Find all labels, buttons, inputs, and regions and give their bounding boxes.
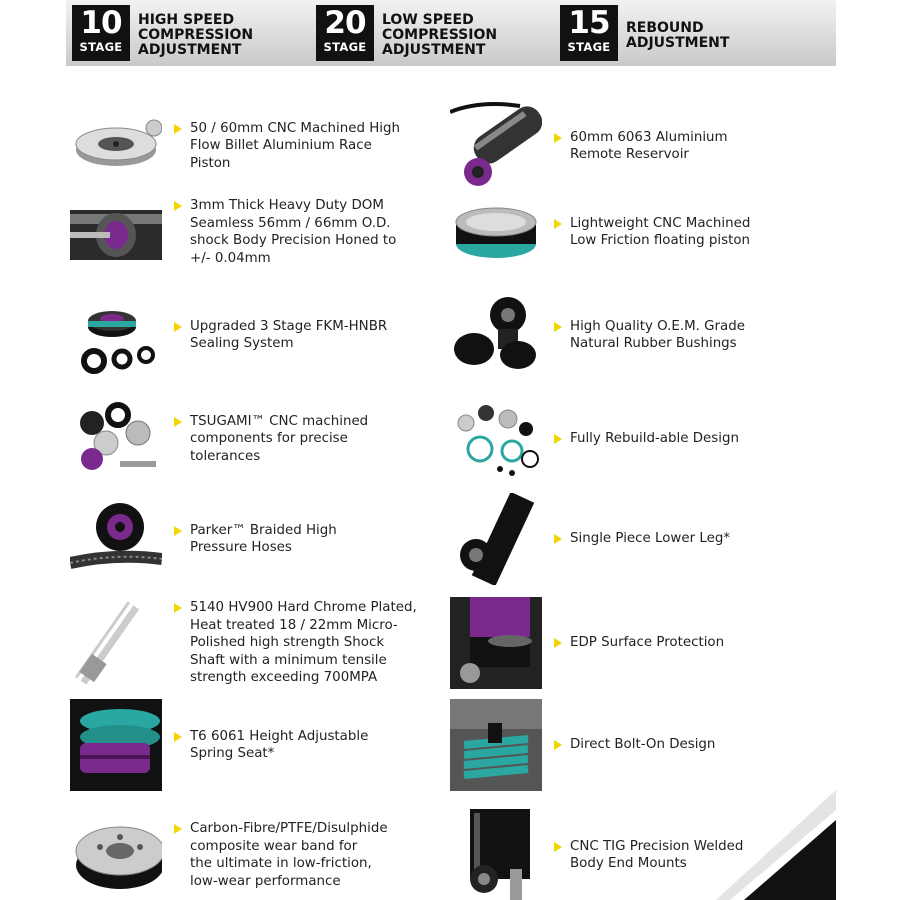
feature-text-line: low-wear performance [190, 873, 341, 889]
feature-text [190, 522, 426, 557]
bullet-arrow-icon [554, 842, 562, 852]
stage-label [138, 13, 308, 58]
feature-text-line: Lightweight CNC Machined [570, 215, 751, 231]
stage-label-line: COMPRESSION [382, 27, 498, 43]
stage-label [382, 13, 552, 58]
spring-seat-icon [70, 699, 162, 791]
stage-header [66, 0, 836, 66]
feature-text [570, 530, 806, 548]
stage-number: 20 [324, 5, 366, 41]
stage-label-line: HIGH SPEED [138, 12, 235, 28]
corner-stripe-decoration [716, 790, 836, 900]
cnc-components-icon [70, 393, 162, 485]
feature-text-line: Parker™ Braided High [190, 522, 337, 538]
stage-badge [560, 5, 618, 61]
feature-item [70, 186, 440, 282]
feature-text-line: +/- 0.04mm [190, 250, 271, 266]
stage-label-line: REBOUND [626, 20, 704, 36]
body-end-mount-icon [450, 809, 542, 900]
feature-text-line: CNC TIG Precision Welded [570, 838, 744, 854]
feature-text [190, 413, 426, 466]
feature-item [450, 100, 820, 196]
bullet-arrow-icon [174, 824, 182, 834]
rebuild-kit-icon [450, 393, 542, 485]
wear-band-icon [70, 809, 162, 900]
feature-text-line: Fully Rebuild-able Design [570, 431, 739, 447]
feature-item [450, 393, 820, 489]
braided-hose-icon [70, 493, 162, 585]
feature-text [190, 197, 426, 267]
bullet-arrow-icon [554, 740, 562, 750]
feature-text-line: components for precise [190, 431, 348, 447]
feature-text-line: Remote Reservoir [570, 147, 689, 162]
feature-text-line: Spring Seat* [190, 746, 275, 761]
stage-word: STAGE [323, 40, 367, 54]
bullet-arrow-icon [554, 434, 562, 444]
feature-text [570, 215, 806, 250]
stage-word: STAGE [567, 40, 611, 54]
feature-text [570, 129, 806, 164]
feature-text-line: T6 6061 Height Adjustable [190, 728, 369, 744]
bullet-arrow-icon [174, 201, 182, 211]
bullet-arrow-icon [174, 603, 182, 613]
feature-item [450, 186, 820, 282]
floating-piston-icon [450, 186, 542, 278]
feature-text-line: shock Body Precision Honed to [190, 233, 397, 248]
bullet-arrow-icon [174, 322, 182, 332]
feature-text-line: 5140 HV900 Hard Chrome Plated, [190, 600, 417, 616]
stage-label-line: ADJUSTMENT [138, 42, 242, 58]
feature-item [70, 699, 440, 795]
bullet-arrow-icon [174, 417, 182, 427]
feature-text-line: Low Friction floating piston [570, 233, 751, 248]
bolt-on-install-icon [450, 699, 542, 791]
stage-badge [316, 5, 374, 61]
feature-text-line: Carbon-Fibre/PTFE/Disulphide [190, 821, 388, 836]
feature-text-line: the ultimate in low-friction, [190, 856, 372, 871]
seal-kit-icon [70, 289, 162, 381]
feature-text-line: Shaft with a minimum tensile [190, 652, 387, 668]
remote-reservoir-icon [450, 100, 542, 192]
feature-text-line: Polished high strength Shock [190, 635, 385, 651]
feature-item [70, 100, 440, 196]
stage-label-line: ADJUSTMENT [626, 35, 730, 51]
feature-text-line: Single Piece Lower Leg* [570, 531, 731, 547]
feature-text-line: composite wear band for [190, 838, 358, 854]
stage-word: STAGE [79, 40, 123, 54]
feature-text [190, 820, 426, 890]
stage-label-line: ADJUSTMENT [382, 42, 486, 58]
feature-text-line: Direct Bolt-On Design [570, 737, 716, 753]
bullet-arrow-icon [554, 638, 562, 648]
feature-text-line: Heat treated 18 / 22mm Micro- [190, 617, 398, 633]
feature-text [570, 430, 806, 448]
lower-leg-icon [450, 493, 542, 585]
feature-text [570, 318, 806, 353]
feature-item [70, 597, 440, 693]
feature-text-line: 50 / 60mm CNC Machined High [190, 120, 401, 136]
feature-text-line: Body End Mounts [570, 856, 687, 871]
feature-text-line: Flow Billet Aluminium Race [190, 138, 372, 154]
feature-text-line: Piston [190, 155, 231, 171]
feature-text [190, 599, 426, 687]
stage-label [626, 21, 796, 51]
feature-item [450, 289, 820, 385]
feature-text-line: Natural Rubber Bushings [570, 336, 737, 351]
feature-item [70, 393, 440, 489]
feature-text-line: Sealing System [190, 336, 294, 351]
feature-text-line: strength exceeding 700MPA [190, 670, 378, 686]
stage-number: 10 [80, 5, 122, 41]
bullet-arrow-icon [174, 732, 182, 742]
stage-badge [72, 5, 130, 61]
feature-text-line: Upgraded 3 Stage FKM-HNBR [190, 318, 388, 334]
feature-item [70, 289, 440, 385]
feature-text [570, 736, 806, 754]
feature-text-line: Pressure Hoses [190, 540, 292, 555]
stage-number: 15 [568, 5, 610, 41]
stage-label-line: LOW SPEED [382, 12, 474, 28]
feature-text [190, 318, 426, 353]
bullet-arrow-icon [174, 124, 182, 134]
feature-text [190, 728, 426, 763]
feature-text-line: 3mm Thick Heavy Duty DOM [190, 198, 384, 213]
feature-item [450, 699, 820, 795]
stage-label-line: COMPRESSION [138, 27, 254, 43]
edp-coating-icon [450, 597, 542, 689]
feature-item [70, 809, 440, 900]
feature-text [190, 120, 426, 173]
feature-text-line: Seamless 56mm / 66mm O.D. [190, 215, 391, 231]
bullet-arrow-icon [554, 534, 562, 544]
bullet-arrow-icon [174, 526, 182, 536]
bullet-arrow-icon [554, 322, 562, 332]
feature-item [70, 493, 440, 589]
feature-text-line: EDP Surface Protection [570, 635, 725, 651]
rubber-bushings-icon [450, 289, 542, 381]
bullet-arrow-icon [554, 219, 562, 229]
feature-text-line: TSUGAMI™ CNC machined [190, 413, 369, 429]
feature-item [450, 493, 820, 589]
feature-text-line: 60mm 6063 Aluminium [570, 129, 728, 145]
chrome-shaft-icon [70, 597, 162, 689]
bullet-arrow-icon [554, 133, 562, 143]
feature-text-line: High Quality O.E.M. Grade [570, 318, 745, 334]
shock-body-tube-icon [70, 186, 162, 278]
feature-item [450, 597, 820, 693]
feature-text [570, 634, 806, 652]
race-piston-icon [70, 100, 162, 192]
feature-text-line: tolerances [190, 448, 261, 464]
